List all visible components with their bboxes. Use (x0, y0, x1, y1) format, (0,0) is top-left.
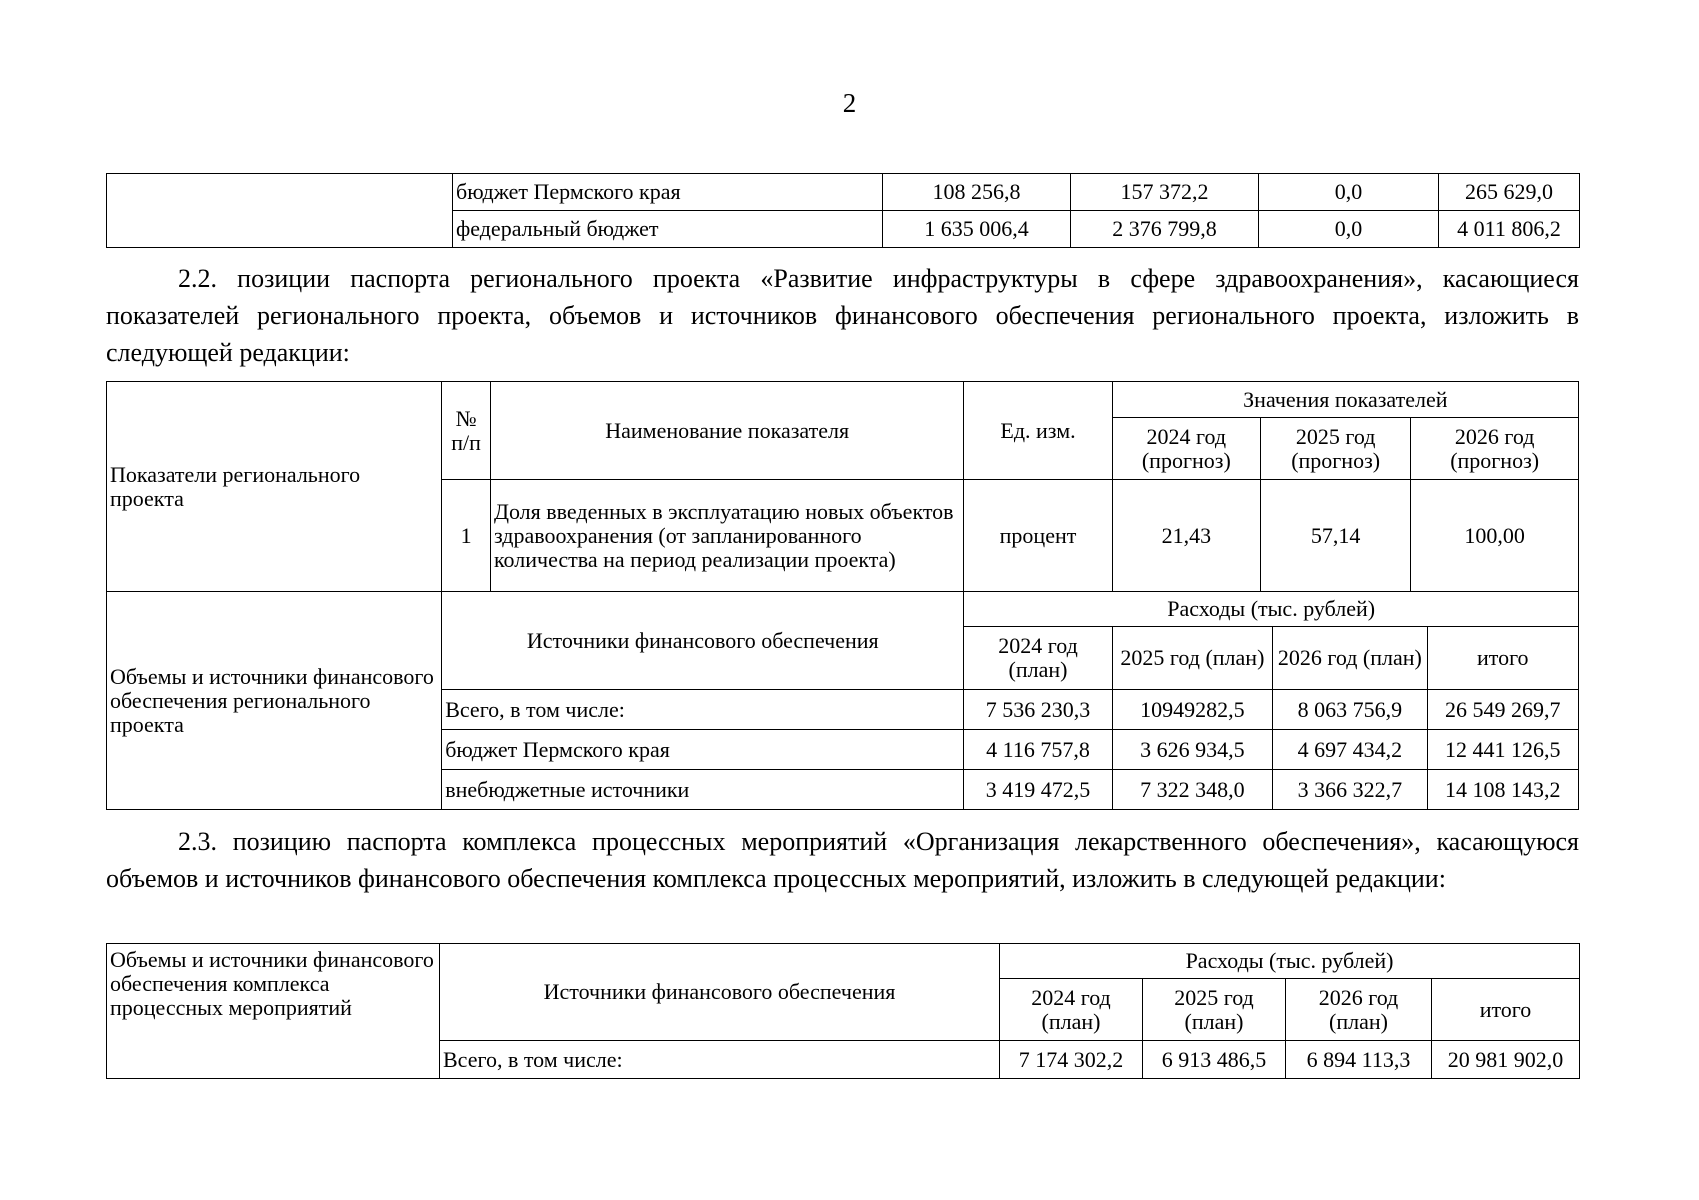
value-2026: 3 366 322,7 (1273, 770, 1427, 810)
value-total: 26 549 269,7 (1427, 690, 1578, 730)
table-row (107, 592, 1579, 627)
source-label: Всего, в том числе: (442, 690, 964, 730)
value-total: 265 629,0 (1439, 174, 1580, 211)
indicator-value-2025: 57,14 (1260, 480, 1410, 592)
value-2026: 6 894 113,3 (1286, 1041, 1432, 1079)
paragraph-2-2: 2.2. позиции паспорта регионального проекта «Развитие инфраструктуры в сфере здравоохранения», касающиеся показателей регионального проекта, объемов и источников финансового обеспечения регионального проекта, изложить в следующей редакции: (106, 264, 1579, 367)
value-2024: 108 256,8 (883, 174, 1071, 211)
name-header: Наименование показателя (490, 382, 963, 480)
total-header: итого (1427, 627, 1578, 690)
indicator-value-2024: 21,43 (1112, 480, 1260, 592)
finance-label: Объемы и источники финансового обеспечения регионального проекта (107, 592, 442, 810)
expenses-header: Расходы (тыс. рублей) (1000, 944, 1580, 979)
source-label: бюджет Пермского края (442, 730, 964, 770)
indicators-label: Показатели регионального проекта (107, 382, 442, 592)
value-2024: 7 536 230,3 (964, 690, 1112, 730)
value-2024: 7 174 302,2 (1000, 1041, 1143, 1079)
indicator-name: Доля введенных в эксплуатацию новых объектов здравоохранения (от запланированного количества на период реализации проекта) (490, 480, 963, 592)
source-label: внебюджетные источники (442, 770, 964, 810)
source-label: федеральный бюджет (453, 211, 883, 248)
value-2025: 10949282,5 (1112, 690, 1273, 730)
plan-2026-header: 2026 год (план) (1286, 979, 1432, 1041)
table-row (107, 174, 1580, 211)
value-2025: 6 913 486,5 (1143, 1041, 1286, 1079)
value-2024: 4 116 757,8 (964, 730, 1112, 770)
value-2026: 0,0 (1259, 174, 1439, 211)
sources-header: Источники финансового обеспечения (440, 944, 1000, 1041)
value-2025: 3 626 934,5 (1112, 730, 1273, 770)
value-total: 4 011 806,2 (1439, 211, 1580, 248)
source-label: Всего, в том числе: (440, 1041, 1000, 1079)
values-header: Значения показателей (1112, 382, 1578, 418)
plan-2024-header: 2024 год (план) (964, 627, 1112, 690)
value-2025: 7 322 348,0 (1112, 770, 1273, 810)
year-2025-header: 2025 год (прогноз) (1260, 418, 1410, 480)
empty-cell (107, 174, 453, 248)
plan-2025-header: 2025 год (план) (1143, 979, 1286, 1041)
year-2024-header: 2024 год (прогноз) (1112, 418, 1260, 480)
plan-2026-header: 2026 год (план) (1273, 627, 1427, 690)
page-number: 2 (842, 88, 857, 118)
value-total: 20 981 902,0 (1432, 1041, 1580, 1079)
unit-header: Ед. изм. (964, 382, 1112, 480)
value-2025: 157 372,2 (1071, 174, 1259, 211)
plan-2025-header: 2025 год (план) (1112, 627, 1273, 690)
total-header: итого (1432, 979, 1580, 1041)
value-2025: 2 376 799,8 (1071, 211, 1259, 248)
value-total: 12 441 126,5 (1427, 730, 1578, 770)
table-row (107, 382, 1579, 418)
plan-2024-header: 2024 год (план) (1000, 979, 1143, 1041)
sources-header: Источники финансового обеспечения (442, 592, 964, 690)
table-budget-continuation (106, 173, 1580, 248)
indicator-value-2026: 100,00 (1411, 480, 1579, 592)
indicator-num: 1 (442, 480, 491, 592)
value-2026: 0,0 (1259, 211, 1439, 248)
indicator-unit: процент (964, 480, 1112, 592)
finance-label: Объемы и источники финансового обеспечения комплекса процессных мероприятий (107, 944, 440, 1079)
num-header: № п/п (442, 382, 491, 480)
table-regional-project (106, 381, 1579, 810)
table-row (107, 944, 1580, 979)
expenses-header: Расходы (тыс. рублей) (964, 592, 1579, 627)
value-total: 14 108 143,2 (1427, 770, 1578, 810)
value-2024: 1 635 006,4 (883, 211, 1071, 248)
paragraph-2-3: 2.3. позицию паспорта комплекса процессных мероприятий «Организация лекарственного обеспечения», касающуюся объемов и источников финансового обеспечения комплекса процессных мероприятий, изложить в следующей редакции: (106, 827, 1579, 893)
year-2026-header: 2026 год (прогноз) (1411, 418, 1579, 480)
table-process-complex (106, 943, 1580, 1079)
value-2024: 3 419 472,5 (964, 770, 1112, 810)
source-label: бюджет Пермского края (453, 174, 883, 211)
value-2026: 4 697 434,2 (1273, 730, 1427, 770)
value-2026: 8 063 756,9 (1273, 690, 1427, 730)
